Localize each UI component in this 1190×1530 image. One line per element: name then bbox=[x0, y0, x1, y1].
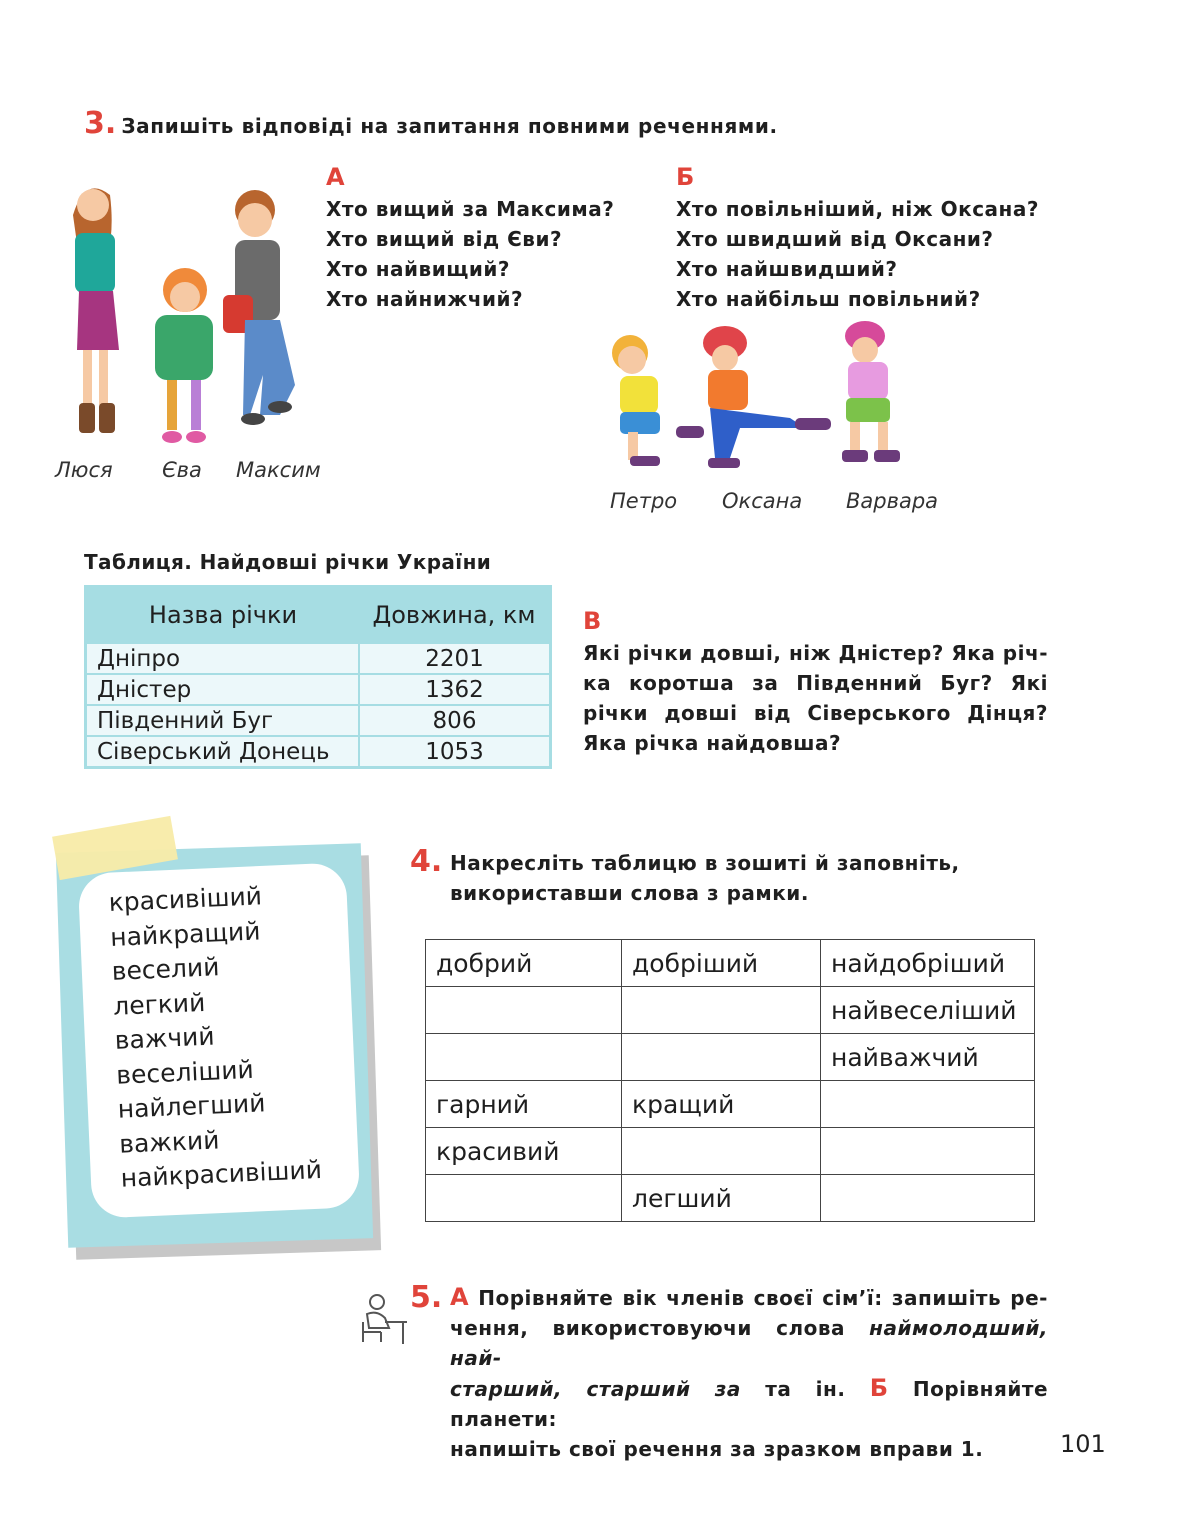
instruction-line: використавши слова з рамки. bbox=[450, 881, 809, 905]
column-header: Довжина, км bbox=[359, 587, 551, 644]
italic-fragment: наймолодший, най- bbox=[450, 1316, 1048, 1370]
question: Хто вищий за Максима? bbox=[326, 197, 615, 221]
boy-maksym-figure bbox=[223, 190, 295, 425]
river-name: Сіверський Донець bbox=[86, 736, 360, 768]
river-length: 1362 bbox=[359, 674, 551, 705]
table-cell: добріший bbox=[622, 940, 821, 987]
table-row bbox=[426, 1081, 1035, 1128]
table-cell bbox=[426, 1175, 622, 1222]
question: Хто вищий від Єви? bbox=[326, 227, 563, 251]
text-fragment: та ін. bbox=[740, 1377, 870, 1401]
table-row bbox=[86, 643, 551, 674]
river-name: Дністер bbox=[86, 674, 360, 705]
caption-maksym: Максим bbox=[236, 458, 321, 482]
task4-number: 4. bbox=[410, 844, 443, 879]
word-list bbox=[108, 876, 361, 1197]
task4-instruction bbox=[450, 848, 960, 908]
table-row bbox=[86, 674, 551, 705]
task5-text bbox=[450, 1282, 1048, 1464]
table-cell: красивий bbox=[426, 1128, 622, 1175]
table-cell bbox=[426, 1034, 622, 1081]
page-number: 101 bbox=[1060, 1430, 1106, 1458]
task3-instruction: Запишіть відповіді на запитання повними реченнями. bbox=[121, 114, 778, 138]
text-line: напишіть свої речення за зразком вправи 1. bbox=[450, 1437, 984, 1461]
table-row bbox=[426, 987, 1035, 1034]
caption-eva: Єва bbox=[162, 458, 202, 482]
part-a-label: А bbox=[326, 163, 345, 191]
river-name: Південний Буг bbox=[86, 705, 360, 736]
part-b-questions bbox=[676, 194, 1039, 314]
text-line bbox=[450, 1373, 1048, 1434]
word-item: красивіший bbox=[108, 881, 263, 917]
part-v-label: В bbox=[583, 607, 602, 635]
river-length: 2201 bbox=[359, 643, 551, 674]
river-name: Дніпро bbox=[86, 643, 360, 674]
table-cell: найдобріший bbox=[821, 940, 1035, 987]
caption-varvara: Варвара bbox=[846, 489, 939, 513]
text-line: Яка річка найдовша? bbox=[583, 731, 842, 755]
river-length: 806 bbox=[359, 705, 551, 736]
word-item: веселіший bbox=[115, 1054, 255, 1090]
task5-number: 5. bbox=[410, 1280, 443, 1315]
girl-lyusia-figure bbox=[73, 188, 119, 433]
table-cell: добрий bbox=[426, 940, 622, 987]
part-v-text bbox=[583, 638, 1048, 758]
river-length: 1053 bbox=[359, 736, 551, 768]
task5-label-b: Б bbox=[869, 1374, 889, 1402]
word-item: важкий bbox=[118, 1124, 220, 1159]
text-fragment: чення, використовуючи слова bbox=[450, 1316, 870, 1340]
table-cell bbox=[622, 1128, 821, 1175]
writing-desk-icon bbox=[355, 1292, 411, 1348]
task3-number: 3. bbox=[84, 106, 117, 141]
table-cell bbox=[622, 1034, 821, 1081]
word-item: легкий bbox=[112, 987, 206, 1021]
task3-heading bbox=[84, 106, 778, 141]
table-row bbox=[426, 940, 1035, 987]
word-item: найкращий bbox=[109, 915, 261, 952]
question: Хто швидший від Оксани? bbox=[676, 227, 994, 251]
table-caption: Таблиця. Найдовші річки України bbox=[84, 550, 492, 574]
question: Хто найнижчий? bbox=[326, 287, 524, 311]
italic-fragment: старший, старший за bbox=[450, 1377, 741, 1401]
text-line: річки довші від Сіверського Дінця? bbox=[583, 701, 1048, 725]
text-line: Які річки довші, ніж Дністер? Яка річ- bbox=[583, 641, 1049, 665]
table-row bbox=[86, 705, 551, 736]
boy-petro-figure bbox=[612, 335, 704, 466]
table-cell: легший bbox=[622, 1175, 821, 1222]
question: Хто найшвидший? bbox=[676, 257, 898, 281]
task5-number-wrap bbox=[410, 1280, 442, 1315]
text-line bbox=[450, 1282, 1048, 1313]
table-row bbox=[426, 1128, 1035, 1175]
caption-lyusia: Люся bbox=[55, 458, 113, 482]
table-cell bbox=[821, 1175, 1035, 1222]
table-cell: найважчий bbox=[821, 1034, 1035, 1081]
table-row bbox=[426, 1175, 1035, 1222]
column-header: Назва річки bbox=[86, 587, 360, 644]
word-item: найкрасивіший bbox=[120, 1154, 323, 1193]
word-item: найлегший bbox=[117, 1088, 267, 1124]
part-a-questions bbox=[326, 194, 614, 314]
question: Хто повільніший, ніж Оксана? bbox=[676, 197, 1039, 221]
text-line: ка коротша за Південний Буг? Які bbox=[583, 671, 1048, 695]
text-line bbox=[450, 1313, 1048, 1373]
question: Хто найбільш повільний? bbox=[676, 287, 981, 311]
kids-standing-illustration bbox=[55, 175, 315, 455]
question: Хто найвищий? bbox=[326, 257, 510, 281]
kids-rollerblading-illustration bbox=[590, 318, 955, 478]
table-cell bbox=[622, 987, 821, 1034]
caption-petro: Петро bbox=[610, 489, 678, 513]
table-header-row bbox=[86, 587, 551, 644]
instruction-line: Накресліть таблицю в зошиті й заповніть, bbox=[450, 851, 960, 875]
table-cell: найвеселіший bbox=[821, 987, 1035, 1034]
text-fragment: Порівняйте вік членів своєї сім’ї: запишіть ре- bbox=[478, 1286, 1048, 1310]
word-item: важчий bbox=[114, 1021, 216, 1055]
text-fragment: Порівняйте планети: bbox=[450, 1377, 1049, 1431]
girl-eva-figure bbox=[155, 268, 213, 443]
word-item: веселий bbox=[111, 952, 220, 986]
table-row bbox=[426, 1034, 1035, 1081]
table-cell: гарний bbox=[426, 1081, 622, 1128]
girl-varvara-figure bbox=[842, 321, 900, 462]
table-cell: кращий bbox=[622, 1081, 821, 1128]
comparison-table bbox=[425, 939, 1035, 1222]
caption-oksana: Оксана bbox=[722, 489, 803, 513]
part-b-label: Б bbox=[676, 163, 695, 191]
task5-label-a: А bbox=[450, 1283, 470, 1311]
table-cell bbox=[821, 1081, 1035, 1128]
task4-heading bbox=[410, 844, 442, 879]
rivers-table bbox=[84, 585, 552, 769]
table-row bbox=[86, 736, 551, 768]
table-cell bbox=[426, 987, 622, 1034]
girl-oksana-figure bbox=[703, 326, 831, 468]
table-cell bbox=[821, 1128, 1035, 1175]
